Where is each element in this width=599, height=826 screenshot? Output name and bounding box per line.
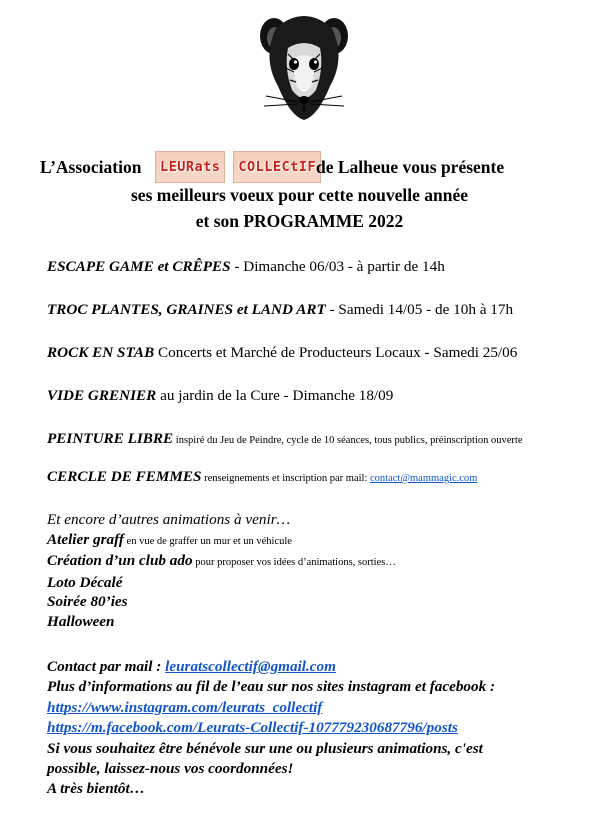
contact-email-link[interactable]: leuratscollectif@gmail.com bbox=[165, 658, 336, 675]
event-name: TROC PLANTES, GRAINES et LAND ART bbox=[47, 301, 326, 318]
mammagic-email-link[interactable]: contact@mammagic.com bbox=[370, 473, 478, 484]
event-name: ESCAPE GAME et CRÊPES bbox=[47, 258, 231, 275]
animation-atelier-graff bbox=[47, 530, 577, 552]
event-vide-grenier bbox=[47, 387, 393, 405]
more-info-text: Plus d’informations au fil de l’eau sur nos sites instagram et facebook : bbox=[47, 678, 496, 696]
footer-contact bbox=[47, 657, 587, 800]
animation-name: Création d’un club ado bbox=[47, 552, 193, 569]
header-programme-title: et son PROGRAMME 2022 bbox=[195, 211, 404, 231]
facebook-link[interactable]: https://m.facebook.com/Leurats-Collectif-107779230687796/posts bbox=[47, 719, 458, 737]
leurats-collectif-logo bbox=[159, 152, 317, 182]
header-wishes-text: ses meilleurs voeux pour cette nouvelle année bbox=[131, 185, 468, 205]
contact-label: Contact par mail : bbox=[47, 658, 166, 675]
rat-logo-icon bbox=[258, 8, 350, 128]
event-rock-en-stab bbox=[47, 344, 517, 362]
header-line-1 bbox=[0, 152, 599, 182]
event-name: VIDE GRENIER bbox=[47, 387, 157, 404]
animation-detail: en vue de graffer un mur et un véhicule bbox=[123, 535, 292, 547]
event-name: PEINTURE LIBRE bbox=[47, 430, 174, 447]
animation-name: Atelier graff bbox=[47, 530, 124, 548]
header bbox=[0, 152, 599, 234]
event-name: CERCLE DE FEMMES bbox=[47, 468, 202, 485]
event-name: ROCK EN STAB bbox=[47, 344, 155, 361]
animation-soiree-80ies: Soirée 80’ies bbox=[47, 593, 128, 610]
event-detail: au jardin de la Cure - Dimanche 18/09 bbox=[156, 387, 394, 404]
event-detail: inspiré du Jeu de Peindre, cycle de 10 séances, tous publics, préinscription ouverte bbox=[173, 435, 523, 446]
instagram-link[interactable]: https://www.instagram.com/leurats_collectif bbox=[47, 698, 323, 716]
animation-detail: pour proposer vos idées d’animations, sorties… bbox=[192, 557, 396, 568]
volunteer-text-1: Si vous souhaitez être bénévole sur une ou plusieurs animations, c'est bbox=[47, 739, 483, 757]
event-escape-game bbox=[47, 258, 445, 276]
contact-line bbox=[47, 657, 587, 677]
volunteer-text-2: possible, laissez-nous vos coordonnées! bbox=[47, 760, 294, 778]
animation-loto-decale: Loto Décalé bbox=[47, 573, 123, 591]
animation-halloween: Halloween bbox=[47, 612, 115, 630]
animation-club-ado bbox=[47, 551, 577, 573]
other-animations-intro: Et encore d’autres animations à venir… bbox=[47, 511, 291, 528]
event-detail: Concerts et Marché de Producteurs Locaux - Samedi 25/06 bbox=[154, 344, 518, 361]
header-association-text: L’Association bbox=[40, 157, 142, 177]
logo-word-leurats: LEURats bbox=[155, 151, 225, 183]
event-detail: - Dimanche 06/03 - à partir de 14h bbox=[230, 258, 445, 275]
header-presents-text: de Lalheue vous présente bbox=[316, 157, 505, 177]
event-detail: renseignements et inscription par mail: bbox=[201, 473, 371, 484]
event-cercle-de-femmes bbox=[47, 468, 477, 486]
event-peinture-libre bbox=[47, 430, 523, 448]
event-detail: - Samedi 14/05 - de 10h à 17h bbox=[325, 301, 514, 318]
closing-text: A très bientôt… bbox=[47, 780, 145, 798]
event-troc-plantes bbox=[47, 301, 513, 319]
logo-word-collectif: COLLECtIF bbox=[233, 151, 321, 183]
other-animations bbox=[47, 510, 577, 631]
